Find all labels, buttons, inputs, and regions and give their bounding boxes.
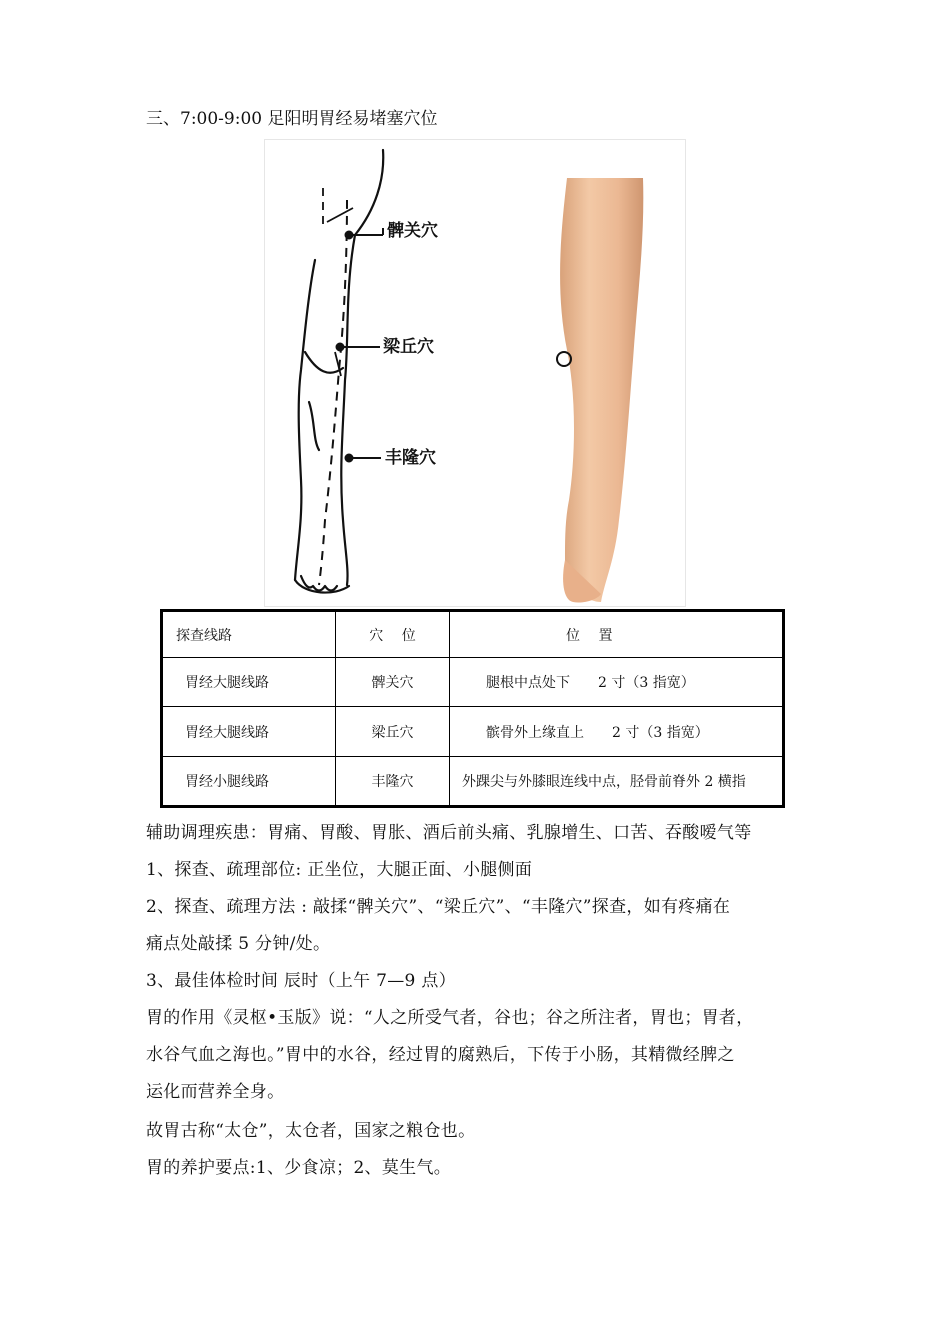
photo-leg xyxy=(557,178,643,603)
header-location: 位 置 xyxy=(450,612,783,658)
cell-route: 胃经大腿线路 xyxy=(163,707,336,756)
cell-route: 胃经小腿线路 xyxy=(163,756,336,805)
paragraph-conditions: 辅助调理疾患：胃痛、胃酸、胃胀、酒后前头痛、乳腺增生、口苦、吞酸嗳气等 xyxy=(146,823,752,843)
paragraph-stomach-function: 胃的作用《灵枢•玉版》说：“人之所受气者，谷也；谷之所注者，胃也；胃者， xyxy=(146,1008,754,1028)
cell-location: 腿根中点处下 2 寸（3 指宽） xyxy=(450,658,783,707)
cell-point: 梁丘穴 xyxy=(336,707,450,756)
label-liangqiu: 梁丘穴 xyxy=(383,337,434,357)
paragraph-step-3: 3、最佳体检时间 辰时（上午 7—9 点） xyxy=(146,971,456,991)
paragraph-step-1: 1、探查、疏理部位: 正坐位，大腿正面、小腿侧面 xyxy=(146,860,533,880)
paragraph-stomach-function-cont: 水谷气血之海也。”胃中的水谷，经过胃的腐熟后，下传于小肠，其精微经脾之 xyxy=(146,1045,735,1065)
acupoint-table xyxy=(160,609,785,808)
table-header-row xyxy=(163,612,782,658)
table-row xyxy=(163,658,782,707)
paragraph-step-2-cont: 痛点处敲揉 5 分钟/处。 xyxy=(146,934,331,954)
cell-point: 髀关穴 xyxy=(336,658,450,707)
label-biguan: 髀关穴 xyxy=(387,221,438,241)
cell-point: 丰隆穴 xyxy=(336,756,450,805)
section-heading: 三、7:00-9:00 足阳明胃经易堵塞穴位 xyxy=(146,109,438,129)
paragraph-step-2: 2、探查、疏理方法 : 敲揉“髀关穴”、“梁丘穴”、“丰隆穴”探查，如有疼痛在 xyxy=(146,897,731,917)
cell-location: 外踝尖与外膝眼连线中点，胫骨前脊外 2 横指 xyxy=(450,756,783,805)
leg-acupoint-figure xyxy=(264,139,686,607)
header-route: 探查线路 xyxy=(163,612,336,658)
leg-illustration xyxy=(265,140,685,606)
paragraph-stomach-function-end: 运化而营养全身。 xyxy=(146,1082,285,1102)
header-point: 穴 位 xyxy=(336,612,450,658)
table-row xyxy=(163,707,782,756)
paragraph-taicang: 故胃古称“太仓”，太仓者，国家之粮仓也。 xyxy=(146,1121,476,1141)
cell-route: 胃经大腿线路 xyxy=(163,658,336,707)
paragraph-care-tips: 胃的养护要点:1、少食凉；2、莫生气。 xyxy=(146,1158,452,1178)
cell-location: 髌骨外上缘直上 2 寸（3 指宽） xyxy=(450,707,783,756)
label-fenglong: 丰隆穴 xyxy=(385,448,436,468)
table-row xyxy=(163,756,782,805)
